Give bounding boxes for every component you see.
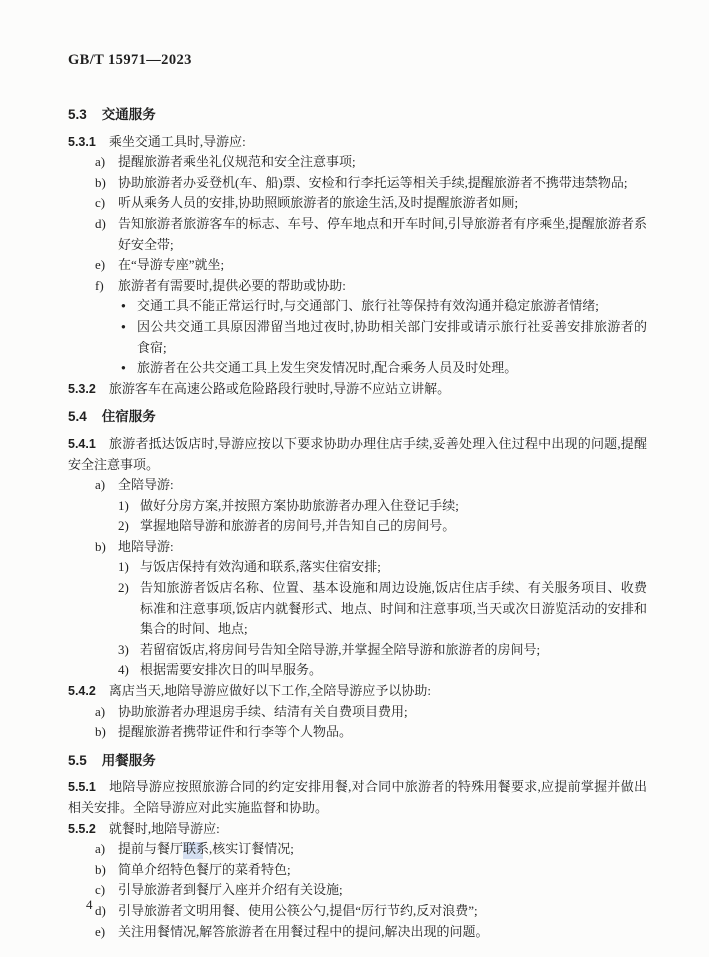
list-item-label: a): [95, 841, 106, 857]
list-item-b: [68, 860, 647, 881]
clause-5-3-1: [68, 132, 647, 153]
list-item-label: b): [95, 174, 106, 190]
list-item-a: [68, 152, 647, 173]
list-item-b: [68, 537, 647, 558]
sub-item-label: 2): [118, 580, 129, 596]
sub-item-1: [68, 496, 647, 517]
bullet-text: 交通工具不能正常运行时,与交通部门、旅行社等保持有效沟通并稳定旅游者情绪;: [137, 298, 599, 314]
list-item-text: 地陪导游:: [118, 538, 174, 554]
sub-item-text: 若留宿饭店,将房间号告知全陪导游,并掌握全陪导游和旅游者的房间号;: [140, 641, 541, 657]
section-number: 5.4: [68, 409, 87, 425]
list-item-text: 协助旅游者办理退房手续、结清有关自费项目费用;: [118, 703, 408, 719]
bullet-item: [68, 296, 647, 317]
list-item-text: 听从乘务人员的安排,协助照顾旅游者的旅途生活,及时提醒旅游者如厕;: [118, 195, 519, 211]
clause-text: 乘坐交通工具时,导游应:: [108, 133, 246, 149]
clause-text: 地陪导游应按照旅游合同的约定安排用餐,对合同中旅游者的特殊用餐要求,应提前掌握并做出相关安排。全陪导游应对此实施监督和协助。: [68, 779, 647, 815]
list-item-text: 简单介绍特色餐厅的菜肴特色;: [118, 861, 291, 877]
clause-number: 5.5.2: [68, 821, 96, 836]
list-item-e: [68, 922, 647, 943]
list-item-f: [68, 276, 647, 297]
section-title: 住宿服务: [101, 409, 156, 425]
list-item-e: [68, 255, 647, 276]
section-number: 5.3: [68, 107, 87, 122]
bullet-icon: ●: [121, 363, 126, 373]
list-item-label: a): [95, 154, 106, 170]
clause-5-4-2: [68, 681, 647, 702]
list-item-label: c): [95, 195, 106, 211]
clause-number: 5.3.2: [68, 381, 96, 396]
clause-number: 5.5.1: [68, 780, 96, 795]
list-item-text: 旅游者有需要时,提供必要的帮助或协助:: [118, 277, 346, 293]
clause-5-5-2: [68, 819, 647, 840]
clause-text: 离店当天,地陪导游应做好以下工作,全陪导游应予以协助:: [108, 683, 431, 699]
sub-item-3: [68, 640, 647, 661]
list-item-d: [68, 901, 647, 922]
clause-number: 5.4.2: [68, 684, 96, 699]
list-item-label: a): [95, 703, 106, 719]
sub-item-text: 与饭店保持有效沟通和联系,落实住宿安排;: [140, 559, 381, 575]
sub-item-2: [68, 578, 647, 640]
list-item-text: 关注用餐情况,解答旅游者在用餐过程中的提问,解决出现的问题。: [118, 923, 489, 939]
section-title: 交通服务: [101, 107, 156, 122]
bullet-item: [68, 317, 647, 358]
bullet-item: [68, 358, 647, 379]
sub-item-label: 1): [118, 559, 129, 575]
sub-item-text: 告知旅游者饭店名称、位置、基本设施和周边设施,饭店住店手续、有关服务项目、收费标准和注意事项,饭店内就餐形式、地点、时间和注意事项,当天或次日游览活动的安排和集合的时间、地点;: [140, 580, 647, 637]
list-item-label: b): [95, 538, 106, 554]
clause-number: 5.4.1: [68, 436, 96, 451]
bullet-icon: ●: [121, 301, 126, 311]
list-item-label: e): [95, 257, 106, 273]
clause-number: 5.3.1: [68, 134, 96, 149]
sub-item-4: [68, 660, 647, 681]
list-item-a: [68, 702, 647, 723]
clause-5-5-1: [68, 777, 647, 818]
sub-item-1: [68, 557, 647, 578]
bullet-icon: ●: [121, 321, 126, 331]
sub-item-text: 掌握地陪导游和旅游者的房间号,并告知自己的房间号。: [140, 518, 456, 534]
list-item-text: 提醒旅游者携带证件和行李等个人物品。: [118, 724, 353, 740]
list-item-label: a): [95, 477, 106, 493]
sub-item-label: 2): [118, 518, 129, 534]
sub-item-label: 1): [118, 497, 129, 513]
clause-5-4-1: [68, 434, 647, 475]
list-item-label: d): [95, 902, 106, 918]
sub-item-text: 做好分房方案,并按照方案协助旅游者办理入住登记手续;: [140, 497, 459, 513]
list-item-c: [68, 193, 647, 214]
list-item-b: [68, 173, 647, 194]
document-number-header: GB/T 15971—2023: [68, 52, 192, 68]
list-item-text: 全陪导游:: [118, 477, 174, 493]
list-item-label: e): [95, 923, 106, 939]
section-number: 5.5: [68, 752, 87, 768]
list-item-text: 告知旅游者旅游客车的标志、车号、停车地点和开车时间,引导旅游者有序乘坐,提醒旅游者系好安全带;: [118, 215, 647, 252]
list-item-text: 引导旅游者文明用餐、使用公筷公勺,提倡“厉行节约,反对浪费”;: [118, 902, 478, 918]
bullet-text: 因公共交通工具原因滞留当地过夜时,协助相关部门安排或请示旅行社妥善安排旅游者的食宿;: [137, 318, 647, 355]
page-body: [68, 97, 647, 942]
section-heading-5-3: [68, 105, 647, 126]
list-item-d: [68, 214, 647, 255]
clause-5-3-2: [68, 379, 647, 400]
list-item-c: [68, 880, 647, 901]
clause-text: 旅游客车在高速公路或危险路段行驶时,导游不应站立讲解。: [108, 380, 451, 396]
section-heading-5-4: [68, 407, 647, 428]
sub-item-2: [68, 516, 647, 537]
page-number: 4: [86, 897, 93, 912]
clause-text: 旅游者抵达饭店时,导游应按以下要求协助办理住店手续,妥善处理入住过程中出现的问题,提醒安全注意事项。: [68, 435, 647, 472]
section-heading-5-5: [68, 751, 647, 772]
bullet-text: 旅游者在公共交通工具上发生突发情况时,配合乘务人员及时处理。: [137, 360, 518, 376]
sub-item-label: 4): [118, 662, 129, 678]
sub-item-label: 3): [118, 641, 129, 657]
list-item-label: d): [95, 215, 106, 231]
list-item-text: 提醒旅游者乘坐礼仪规范和安全注意事项;: [118, 154, 356, 170]
list-item-text: 协助旅游者办妥登机(车、船)票、安检和行李托运等相关手续,提醒旅游者不携带违禁物品;: [118, 174, 628, 190]
list-item-label: c): [95, 882, 106, 898]
list-item-label: f): [95, 277, 104, 293]
list-item-a: [68, 839, 647, 860]
list-item-b: [68, 722, 647, 743]
list-item-text: 提前与餐厅联系,核实订餐情况;: [118, 841, 294, 857]
clause-text: 就餐时,地陪导游应:: [108, 820, 220, 836]
list-item-label: b): [95, 724, 106, 740]
list-item-text: 引导旅游者到餐厅入座并介绍有关设施;: [118, 882, 343, 898]
list-item-label: b): [95, 861, 106, 877]
list-item-text: 在“导游专座”就坐;: [118, 257, 225, 273]
section-title: 用餐服务: [101, 752, 156, 768]
list-item-a: [68, 475, 647, 496]
sub-item-text: 根据需要安排次日的叫早服务。: [140, 662, 323, 678]
